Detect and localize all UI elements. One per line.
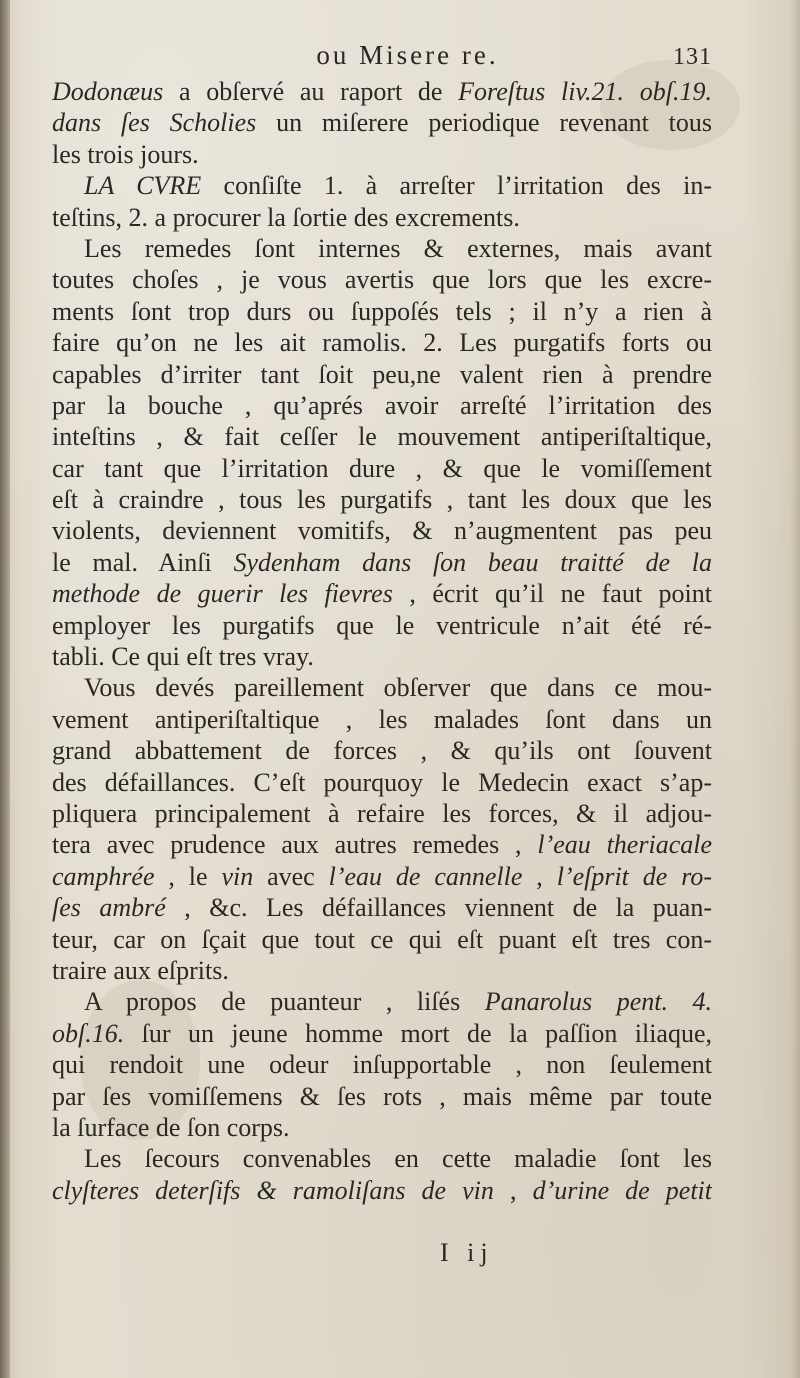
italic-text: LA CVRE xyxy=(84,171,202,201)
body-text xyxy=(52,76,712,1206)
roman-text: traire aux eſprits. xyxy=(52,955,229,985)
text-line xyxy=(52,924,712,955)
roman-text: a obſervé au raport de xyxy=(163,77,459,106)
text-line xyxy=(52,76,712,107)
roman-text: Les remedes ſont internes & externes, mais avant xyxy=(84,233,712,263)
text-line xyxy=(52,798,712,829)
text-line xyxy=(52,704,712,735)
roman-text: ments ſont trop durs ou ſuppoſés tels ; il n’y a rien à xyxy=(52,296,712,326)
roman-text: pliquera principalement à refaire les forces, & il adjou- xyxy=(52,798,712,828)
roman-text: eſt à craindre , tous les purgatifs , tant les doux que les xyxy=(52,485,712,515)
text-line xyxy=(52,453,712,484)
roman-text: qui rendoit une odeur inſupportable , non ſeulement xyxy=(52,1050,712,1080)
text-line xyxy=(52,641,712,672)
text-line xyxy=(52,170,712,201)
roman-text: toutes choſes , je vous avertis que lors que les excre- xyxy=(52,265,712,295)
text-block xyxy=(52,40,712,1206)
text-line xyxy=(52,202,712,233)
text-line xyxy=(52,1049,712,1080)
text-line xyxy=(52,421,712,452)
italic-text: methode de guerir les fievres xyxy=(52,579,393,609)
text-line xyxy=(52,1081,712,1112)
text-line xyxy=(52,955,712,986)
paragraph xyxy=(52,1143,712,1206)
roman-text: , &c. Les défaillances viennent de la puan- xyxy=(165,893,712,923)
roman-text: conſiſte 1. à arreſter l’irritation des in- xyxy=(201,171,712,201)
roman-text: un miſerere periodique revenant tous xyxy=(256,108,712,138)
text-line xyxy=(52,515,712,546)
roman-text: teur, car on ſçait que tout ce qui eſt puant eſt tres con- xyxy=(52,924,712,954)
text-line xyxy=(52,296,712,327)
paragraph xyxy=(52,76,712,170)
roman-text: les trois jours. xyxy=(52,139,199,169)
roman-text: ſur un jeune homme mort de la paſſion iliaque, xyxy=(124,1018,712,1048)
roman-text: , xyxy=(522,861,557,891)
running-head xyxy=(52,40,712,74)
text-line xyxy=(52,327,712,358)
roman-text: la ſurface de ſon corps. xyxy=(52,1112,290,1142)
roman-text: violents, deviennent vomitifs, & n’augmentent pas peu xyxy=(52,516,712,546)
roman-text: faire qu’on ne les ait ramolis. 2. Les purgatifs forts ou xyxy=(52,328,712,358)
roman-text: Vous devés pareillement obſerver que dans ce mou- xyxy=(84,673,712,703)
text-line xyxy=(52,610,712,641)
italic-text: dans ſes Scholies xyxy=(52,108,257,138)
roman-text: grand abbattement de forces , & qu’ils ont ſouvent xyxy=(52,736,712,766)
italic-text: Dodonæus xyxy=(52,77,164,106)
text-line xyxy=(52,547,712,578)
roman-text: , écrit qu’il ne faut point xyxy=(392,579,712,609)
roman-text: tera avec prudence aux autres remedes , xyxy=(52,830,538,860)
text-line xyxy=(52,390,712,421)
roman-text: capables d’irriter tant ſoit peu,ne valent rien à prendre xyxy=(52,359,712,389)
running-head-title: ou Misere re. xyxy=(316,40,499,70)
text-line xyxy=(52,829,712,860)
roman-text: le mal. Ainſi xyxy=(52,547,234,577)
text-line xyxy=(52,359,712,390)
roman-text: vement antiperiſtaltique , les malades ſont dans un xyxy=(52,704,712,734)
text-line xyxy=(52,1112,712,1143)
text-line xyxy=(52,1175,712,1206)
italic-text: camphrée xyxy=(52,861,155,891)
text-line xyxy=(52,1018,712,1049)
roman-text: avec xyxy=(253,861,329,891)
text-line xyxy=(52,264,712,295)
text-line xyxy=(52,1143,712,1174)
roman-text: inteſtins , & fait ceſſer le mouvement antiperiſtaltique, xyxy=(52,422,712,452)
text-line xyxy=(52,484,712,515)
text-line xyxy=(52,892,712,923)
paragraph xyxy=(52,986,712,1143)
text-line xyxy=(52,139,712,170)
roman-text: car tant que l’irritation dure , & que le vomiſſement xyxy=(52,453,712,483)
italic-text: clyſteres deterſifs & ramoliſans de vin xyxy=(52,1175,494,1205)
text-line xyxy=(52,233,712,264)
book-gutter xyxy=(0,0,10,1378)
italic-text: vin xyxy=(221,861,254,891)
roman-text: , le xyxy=(154,861,222,891)
roman-text: par ſes vomiſſemens & ſes rots , mais même par toute xyxy=(52,1081,712,1111)
italic-text: l’eau theriacale xyxy=(537,830,712,860)
roman-text: tabli. Ce qui eſt tres vray. xyxy=(52,642,314,672)
italic-text: obſ.16. xyxy=(52,1018,125,1048)
roman-text: , xyxy=(493,1175,533,1205)
italic-text: l’eau de cannelle xyxy=(328,861,523,891)
text-line xyxy=(52,578,712,609)
italic-text: l’eſprit de ro- xyxy=(556,861,712,891)
roman-text: A propos de puanteur , liſés xyxy=(84,987,485,1017)
italic-text: d’urine de petit xyxy=(532,1175,712,1205)
paragraph xyxy=(52,672,712,986)
text-line xyxy=(52,986,712,1017)
text-line xyxy=(52,767,712,798)
text-line xyxy=(52,735,712,766)
signature-mark: I ij xyxy=(440,1238,494,1267)
roman-text: par la bouche , qu’aprés avoir arreſté l’irritation des xyxy=(52,390,712,420)
roman-text: employer les purgatifs que le ventricule n’ait été ré- xyxy=(52,610,712,640)
roman-text: teſtins, 2. a procurer la ſortie des excrements. xyxy=(52,202,520,232)
text-line xyxy=(52,107,712,138)
roman-text: des défaillances. C’eſt pourquoy le Medecin exact s’ap- xyxy=(52,767,712,797)
roman-text: Les ſecours convenables en cette maladie ſont les xyxy=(84,1144,712,1174)
italic-text: Foreſtus liv.21. obſ.19. xyxy=(458,77,712,106)
text-line xyxy=(52,672,712,703)
italic-text: Sydenham dans ſon beau traitté de la xyxy=(233,547,712,577)
italic-text: Panarolus pent. 4. xyxy=(484,987,712,1017)
text-line xyxy=(52,861,712,892)
italic-text: ſes ambré xyxy=(52,893,166,923)
paragraph xyxy=(52,233,712,672)
paragraph xyxy=(52,170,712,233)
page-number: 131 xyxy=(673,44,712,70)
